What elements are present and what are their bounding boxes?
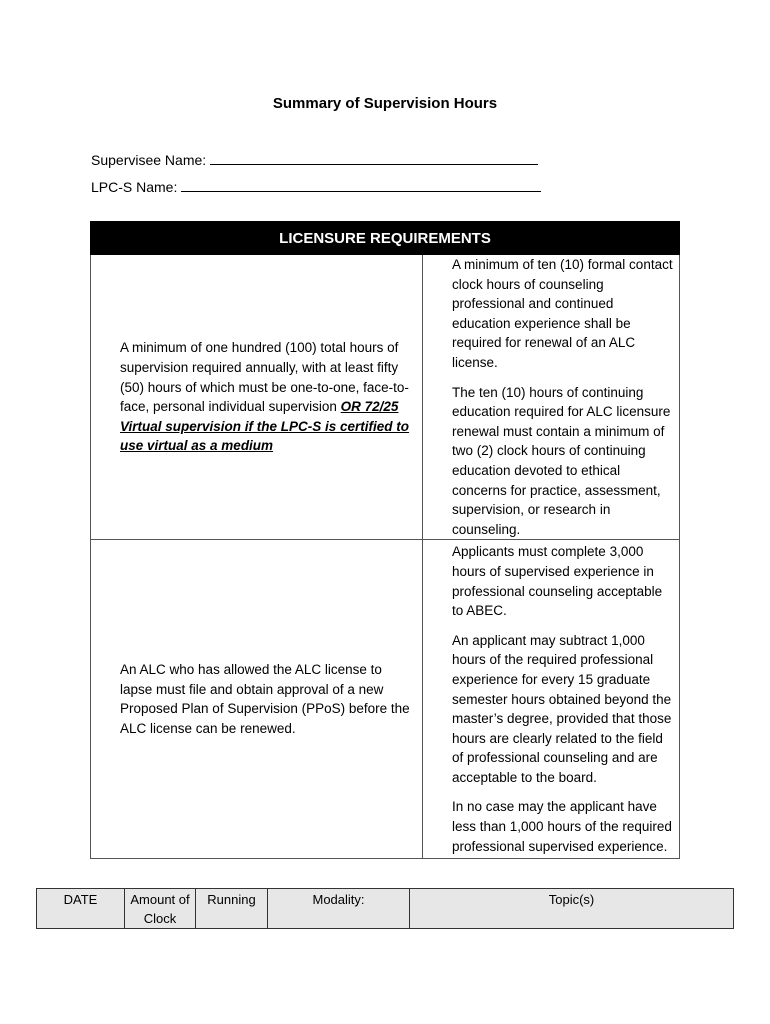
- supervisee-name-field: [91, 150, 538, 168]
- page-title: Summary of Supervision Hours: [272, 95, 498, 112]
- lapsed-license-text: An ALC who has allowed the ALC license to lapse must file and obtain approval of a new Proposed Plan of Supervision (PPoS) before the ALC license can be renewed.: [120, 662, 410, 736]
- virtual-supervision-note: OR 72/25 Virtual supervision if the LPC-S is certified to use virtual as a medium: [120, 399, 410, 454]
- log-column-modality: Modality:: [268, 889, 410, 929]
- log-column-running: Running: [196, 889, 268, 929]
- renewal-hours-text: A minimum of ten (10) formal contact clock hours of counseling professional and continued education experience shall be required for renewal of an ALC license.: [452, 257, 673, 370]
- log-column-clock-hours: Amount of Clock: [125, 889, 196, 929]
- licensure-requirements-table: [90, 221, 680, 859]
- requirements-row-1: [91, 255, 680, 540]
- hours-subtraction-text: An applicant may subtract 1,000 hours of the required professional experience for every 15 graduate semester hours obtained beyond the master’s degree, provided that those hours are clearly related to the field of professional counseling and are acceptable to the board.: [452, 632, 672, 785]
- annual-supervision-text: A minimum of one hundred (100) total hours of supervision required annually, with at least fifty (50) hours of which must be one-to-one, face-to-face, personal individual supervision: [120, 340, 409, 415]
- renewal-education-requirement: [423, 255, 680, 540]
- lpcs-name-input[interactable]: [181, 177, 541, 192]
- minimum-hours-text: In no case may the applicant have less than 1,000 hours of the required professional supervised experience.: [452, 799, 672, 854]
- lpcs-name-label: LPC-S Name:: [91, 179, 178, 195]
- log-column-date: DATE: [37, 889, 125, 929]
- supervision-log-table: [36, 888, 734, 929]
- lapsed-license-requirement: [91, 540, 423, 859]
- annual-supervision-requirement: [91, 255, 423, 540]
- requirements-row-2: [91, 540, 680, 859]
- experience-hours-text: Applicants must complete 3,000 hours of supervised experience in professional counseling acceptable to ABEC.: [452, 544, 663, 619]
- supervisee-name-label: Supervisee Name:: [91, 152, 207, 168]
- ethics-hours-text: The ten (10) hours of continuing education required for ALC licensure renewal must contain a minimum of two (2) clock hours of continuing education devoted to ethical concerns for practice, assessment, supervision, or research in counseling.: [452, 384, 671, 537]
- requirements-header: LICENSURE REQUIREMENTS: [91, 222, 680, 255]
- log-column-topics: Topic(s): [410, 889, 734, 929]
- log-header-row: [37, 889, 734, 929]
- supervisee-name-input[interactable]: [210, 150, 538, 165]
- lpcs-name-field: [91, 177, 541, 195]
- experience-hours-requirement: [423, 540, 680, 859]
